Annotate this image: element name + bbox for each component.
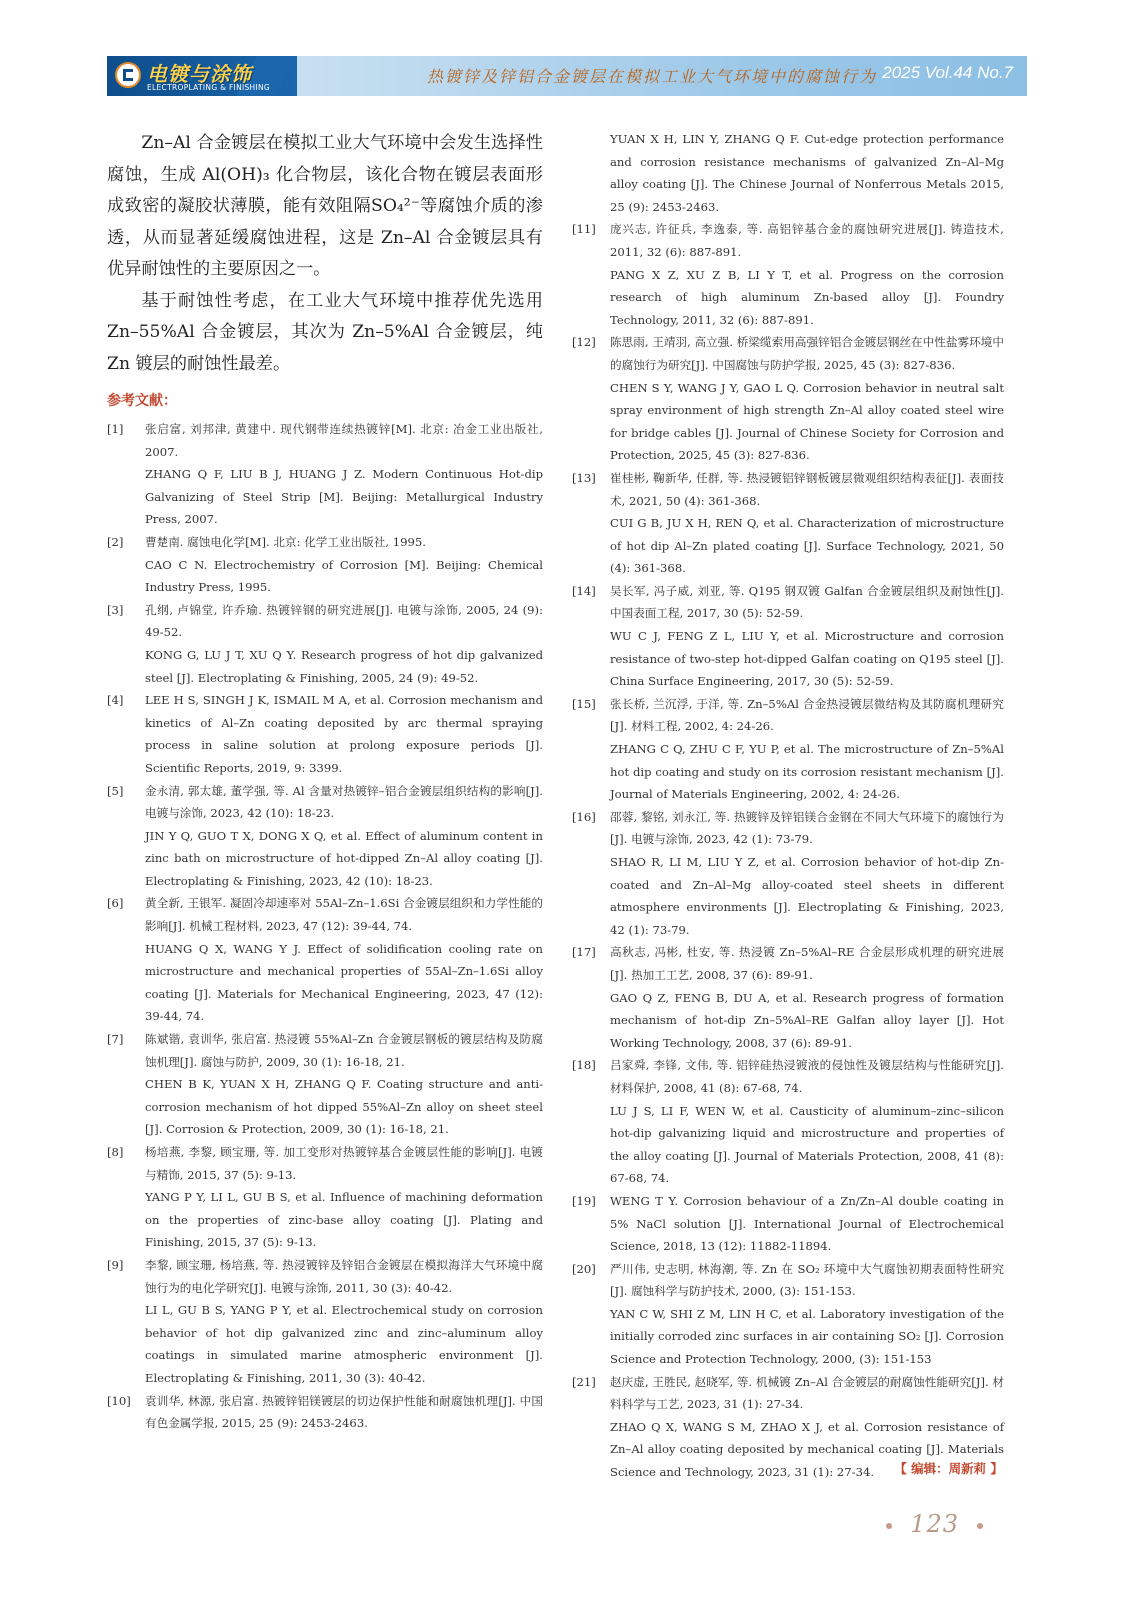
reference-number: [3] <box>107 602 124 617</box>
reference-item <box>107 1390 543 1435</box>
reference-item <box>107 1254 543 1390</box>
reference-list-right <box>572 218 1004 1483</box>
journal-name-en: ELECTROPLATING & FINISHING <box>147 83 271 92</box>
reference-item <box>107 599 543 689</box>
reference-translation: ZHANG C Q, ZHU C F, YU P, et al. The microstructure of Zn–5%Al hot dip coating and study on its corrosion resistant mechanism [J]. Journal of Materials Engineering, 2002, 4: 24-26. <box>610 742 1004 802</box>
reference-item <box>107 418 543 531</box>
reference-item <box>572 1190 1004 1258</box>
reference-number: [10] <box>107 1393 131 1408</box>
page-number-block <box>868 1510 1001 1538</box>
reference-item <box>572 467 1004 580</box>
reference-item <box>572 693 1004 806</box>
issue-info: 2025 Vol.44 No.7 <box>882 63 1013 82</box>
reference-text <box>145 1141 543 1254</box>
reference-original: 黄全新, 王银军. 凝固冷却速率对 55Al–Zn–1.6Si 合金镀层组织和力学性能的影响[J]. 机械工程材料, 2023, 47 (12): 39-44, 74. <box>145 896 543 934</box>
reference-item <box>572 331 1004 467</box>
reference-item <box>572 580 1004 693</box>
reference-original: 李黎, 顾宝珊, 杨培燕, 等. 热浸镀锌及锌铝合金镀层在模拟海洋大气环境中腐蚀行为的电化学研究[J]. 电镀与涂饰, 2011, 30 (3): 40-42. <box>145 1257 543 1295</box>
reference-original: 吕家舜, 李锋, 文伟, 等. 铝锌硅热浸镀液的侵蚀性及镀层结构与性能研究[J]. 材料保护, 2008, 41 (8): 67-68, 74. <box>610 1058 1004 1095</box>
reference-original: 金永清, 郭太雄, 董学强, 等. Al 含量对热镀锌–铝合金镀层组织结构的影响[J]. 电镀与涂饰, 2023, 42 (10): 18-23. <box>145 783 543 821</box>
reference-text <box>145 599 543 689</box>
reference-original: 吴长军, 冯子威, 刘亚, 等. Q195 钢双镀 Galfan 合金镀层组织及耐蚀性[J]. 中国表面工程, 2017, 30 (5): 52-59. <box>610 583 1004 621</box>
editor-credit: 【 编辑：周新莉 】 <box>894 1461 1003 1476</box>
reference-translation: CAO C N. Electrochemistry of Corrosion [M]. Beijing: Chemical Industry Press, 1995. <box>145 557 543 595</box>
reference-text <box>610 941 1004 1054</box>
reference-10-english: YUAN X H, LIN Y, ZHANG Q F. Cut-edge protection performance and corrosion resistance mechanisms of galvanized Zn–Al–Mg alloy coating [J]. The Chinese Journal of Nonferrous Metals 2015, 25 (9): 2453-2463. <box>610 132 1004 214</box>
reference-text <box>145 1254 543 1390</box>
reference-text <box>145 531 543 599</box>
page-dot-left <box>886 1523 892 1529</box>
reference-text <box>610 806 1004 942</box>
reference-original: 张长桥, 兰沉浮, 于洋, 等. Zn–5%Al 合金热浸镀层微结构及其防腐机理研究[J]. 材料工程, 2002, 4: 24-26. <box>610 696 1004 734</box>
reference-number: [4] <box>107 693 124 708</box>
reference-text <box>610 1190 1004 1258</box>
reference-original: 袁训华, 林源, 张启富. 热镀锌铝镁镀层的切边保护性能和耐腐蚀机理[J]. 中国有色金属学报, 2015, 25 (9): 2453-2463. <box>145 1393 543 1431</box>
reference-text <box>145 1390 543 1435</box>
reference-item <box>107 1028 543 1141</box>
reference-text <box>610 218 1004 331</box>
reference-translation: JIN Y Q, GUO T X, DONG X Q, et al. Effect of aluminum content in zinc bath on microstructure of hot-dipped Zn–Al alloy coating [J]. Electroplating & Finishing, 2023, 42 (10): 18-23. <box>145 828 543 888</box>
reference-number: [7] <box>107 1032 124 1047</box>
page-number: 123 <box>910 1510 959 1538</box>
reference-text <box>145 892 543 1028</box>
reference-item <box>107 531 543 599</box>
reference-original: 陈思雨, 王靖羽, 高立强. 桥梁缆索用高强锌铝合金镀层钢丝在中性盐雾环境中的腐蚀行为研究[J]. 中国腐蚀与防护学报, 2025, 45 (3): 827-836. <box>610 335 1004 372</box>
reference-original: 严川伟, 史志明, 林海潮, 等. Zn 在 SO₂ 环境中大气腐蚀初期表面特性研究[J]. 腐蚀科学与防护技术, 2000, (3): 151-153. <box>610 1261 1004 1299</box>
reference-number: [6] <box>107 896 124 911</box>
reference-translation: CUI G B, JU X H, REN Q, et al. Characterization of microstructure of hot dip Al–Zn plated coating [J]. Surface Technology, 2021, 50 (4): 361-368. <box>610 516 1004 576</box>
reference-number: [16] <box>572 809 596 824</box>
reference-text <box>145 780 543 893</box>
reference-original: 孔纲, 卢锦堂, 许乔瑜. 热镀锌钢的研究进展[J]. 电镀与涂饰, 2005, 24 (9): 49-52. <box>145 602 543 640</box>
reference-number: [20] <box>572 1261 596 1276</box>
reference-item <box>572 1054 1004 1190</box>
reference-original: 高秋志, 冯彬, 杜安, 等. 热浸镀 Zn–5%Al–RE 合金层形成机理的研究进展[J]. 热加工工艺, 2008, 37 (6): 89-91. <box>610 945 1004 982</box>
reference-item <box>572 1258 1004 1371</box>
reference-number: [17] <box>572 945 596 960</box>
reference-text <box>145 689 543 779</box>
reference-number: [18] <box>572 1058 596 1073</box>
left-column <box>107 128 543 1435</box>
reference-original: WENG T Y. Corrosion behaviour of a Zn/Zn–Al double coating in 5% NaCl solution [J]. International Journal of Electrochemical Science, 2018, 13 (12): 11882-11894. <box>610 1193 1004 1254</box>
reference-number: [11] <box>572 222 596 237</box>
reference-text <box>610 1054 1004 1190</box>
page-header <box>107 56 1027 96</box>
reference-translation: YANG P Y, LI L, GU B S, et al. Influence of machining deformation on the properties of zinc-base alloy coating [J]. Plating and Finishing, 2015, 37 (5): 9-13. <box>145 1190 543 1250</box>
reference-original: 庞兴志, 许征兵, 李逸泰, 等. 高铝锌基合金的腐蚀研究进展[J]. 铸造技术, 2011, 32 (6): 887-891. <box>610 222 1004 259</box>
reference-continuation <box>610 128 1004 218</box>
reference-original: LEE H S, SINGH J K, ISMAIL M A, et al. Corrosion mechanism and kinetics of Al–Zn coating deposited by arc thermal spraying process in saline solution at prolong exposure periods [J]. Scientific Reports, 2019, 9: 3399. <box>145 693 543 775</box>
reference-translation: WU C J, FENG Z L, LIU Y, et al. Microstructure and corrosion resistance of two-step hot-dipped Galfan coating on Q195 steel [J]. China Surface Engineering, 2017, 30 (5): 52-59. <box>610 629 1004 689</box>
reference-list-left <box>107 418 543 1435</box>
reference-original: 陈斌锴, 袁训华, 张启富. 热浸镀 55%Al–Zn 合金镀层钢板的镀层结构及防腐蚀机理[J]. 腐蚀与防护, 2009, 30 (1): 16-18, 21. <box>145 1032 543 1069</box>
reference-number: [19] <box>572 1193 596 1208</box>
reference-translation: LI L, GU B S, YANG P Y, et al. Electrochemical study on corrosion behavior of hot dip galvanized zinc and zinc–aluminum alloy coatings in simulated marine atmospheric environment [J]. Electroplating & Finishing, 2011, 30 (3): 40-42. <box>145 1303 543 1385</box>
reference-original: 赵庆虚, 王胜民, 赵晓军, 等. 机械镀 Zn–Al 合金镀层的耐腐蚀性能研究[J]. 材料科学与工艺, 2023, 31 (1): 27-34. <box>610 1374 1004 1412</box>
page-dot-right <box>977 1523 983 1529</box>
reference-text <box>610 467 1004 580</box>
reference-text <box>610 331 1004 467</box>
reference-translation: SHAO R, LI M, LIU Y Z, et al. Corrosion behavior of hot-dip Zn-coated and Zn–Al–Mg alloy-coated steel sheets in different atmosphere environments [J]. Electroplating & Finishing, 2023, 42 (1): 73-79. <box>610 855 1004 937</box>
reference-translation: GAO Q Z, FENG B, DU A, et al. Research progress of formation mechanism of hot-dip Zn–5%Al–RE Galfan alloy layer [J]. Hot Working Technology, 2008, 37 (6): 89-91. <box>610 990 1004 1050</box>
reference-number: [9] <box>107 1257 124 1272</box>
body-paragraph-1: Zn–Al 合金镀层在模拟工业大气环境中会发生选择性腐蚀，生成 Al(OH)₃ 化合物层，该化合物在镀层表面形成致密的凝胶状薄膜，能有效阻隔SO₄²⁻等腐蚀介质的渗透，从而显著延缓腐蚀进程，这是 Zn–Al 合金镀层具有优异耐蚀性的主要原因之一。 <box>107 133 543 279</box>
reference-translation: CHEN S Y, WANG J Y, GAO L Q. Corrosion behavior in neutral salt spray environment of high strength Zn–Al alloy coated steel wire for bridge cables [J]. Journal of Chinese Society for Corrosion and Protection, 2025, 45 (3): 827-836. <box>610 380 1004 463</box>
reference-translation: LU J S, LI F, WEN W, et al. Causticity of aluminum–zinc–silicon hot-dip galvanizing liquid and microstructure and properties of the alloy coating [J]. Journal of Materials Protection, 2008, 41 (8): 67-68, 74. <box>610 1103 1004 1186</box>
reference-text <box>610 693 1004 806</box>
reference-text <box>610 580 1004 693</box>
reference-number: [1] <box>107 422 124 436</box>
reference-item <box>572 806 1004 942</box>
body-paragraph-2: 基于耐蚀性考虑，在工业大气环境中推荐优先选用 Zn–55%Al 合金镀层，其次为 Zn–5%Al 合金镀层，纯 Zn 镀层的耐蚀性最差。 <box>107 290 543 374</box>
reference-number: [21] <box>572 1374 596 1389</box>
running-title: 热镀锌及锌铝合金镀层在模拟工业大气环境中的腐蚀行为 <box>427 67 878 86</box>
reference-number: [2] <box>107 534 124 549</box>
reference-text <box>610 1258 1004 1371</box>
reference-translation: HUANG Q X, WANG Y J. Effect of solidification cooling rate on microstructure and mechanical properties of 55Al–Zn–1.6Si alloy coating [J]. Materials for Mechanical Engineering, 2023, 47 (12): 39-44, 74. <box>145 941 543 1024</box>
reference-original: 杨培燕, 李黎, 顾宝珊, 等. 加工变形对热镀锌基合金镀层性能的影响[J]. 电镀与精饰, 2015, 37 (5): 9-13. <box>145 1145 543 1182</box>
reference-item <box>107 1141 543 1254</box>
journal-logo-icon <box>115 62 141 88</box>
reference-original: 崔桂彬, 鞠新华, 任群, 等. 热浸镀铝锌钢板镀层微观组织结构表征[J]. 表面技术, 2021, 50 (4): 361-368. <box>610 470 1004 508</box>
reference-translation: YAN C W, SHI Z M, LIN H C, et al. Laboratory investigation of the initially corroded zinc surfaces in air containing SO₂ [J]. Corrosion Science and Protection Technology, 2000, (3): 151-153 <box>610 1306 1004 1367</box>
reference-text <box>145 1028 543 1141</box>
reference-translation: CHEN B K, YUAN X H, ZHANG Q F. Coating structure and anti-corrosion mechanism of hot dipped 55%Al–Zn alloy on sheet steel [J]. Corrosion & Protection, 2009, 30 (1): 16-18, 21. <box>145 1077 543 1137</box>
journal-name-cn: 电镀与涂饰 <box>147 62 252 86</box>
reference-text <box>145 418 543 531</box>
reference-number: [13] <box>572 470 596 485</box>
reference-number: [8] <box>107 1145 124 1159</box>
reference-translation: ZHAO Q X, WANG S M, ZHAO X J, et al. Corrosion resistance of Zn–Al alloy coating deposited by mechanical coating [J]. Materials Science and Technology, 2023, 31 (1): 27-34. <box>610 1419 1004 1480</box>
references-heading: 参考文献： <box>107 393 177 409</box>
reference-original: 曹楚南. 腐蚀电化学[M]. 北京: 化学工业出版社, 1995. <box>145 534 426 549</box>
reference-number: [5] <box>107 783 124 798</box>
reference-number: [14] <box>572 583 596 598</box>
reference-translation: ZHANG Q F, LIU B J, HUANG J Z. Modern Continuous Hot-dip Galvanizing of Steel Strip [M]. Beijing: Metallurgical Industry Press, 2007. <box>145 467 543 527</box>
reference-item <box>107 689 543 779</box>
reference-translation: KONG G, LU J T, XU Q Y. Research progress of hot dip galvanized steel [J]. Electroplating & Finishing, 2005, 24 (9): 49-52. <box>145 647 543 685</box>
reference-number: [12] <box>572 335 596 350</box>
reference-number: [15] <box>572 696 596 711</box>
reference-item <box>572 218 1004 331</box>
reference-translation: PANG X Z, XU Z B, LI Y T, et al. Progress on the corrosion research of high aluminum Zn-based alloy [J]. Foundry Technology, 2011, 32 (6): 887-891. <box>610 267 1004 327</box>
reference-original: 张启富, 刘邦津, 黄建中. 现代钢带连续热镀锌[M]. 北京: 冶金工业出版社, 2007. <box>145 422 543 459</box>
right-column <box>572 128 1004 1484</box>
reference-item <box>107 780 543 893</box>
reference-item <box>107 892 543 1028</box>
reference-item <box>572 941 1004 1054</box>
reference-original: 邵蓉, 黎铭, 刘永江, 等. 热镀锌及锌铝镁合金钢在不同大气环境下的腐蚀行为[J]. 电镀与涂饰, 2023, 42 (1): 73-79. <box>610 809 1004 847</box>
